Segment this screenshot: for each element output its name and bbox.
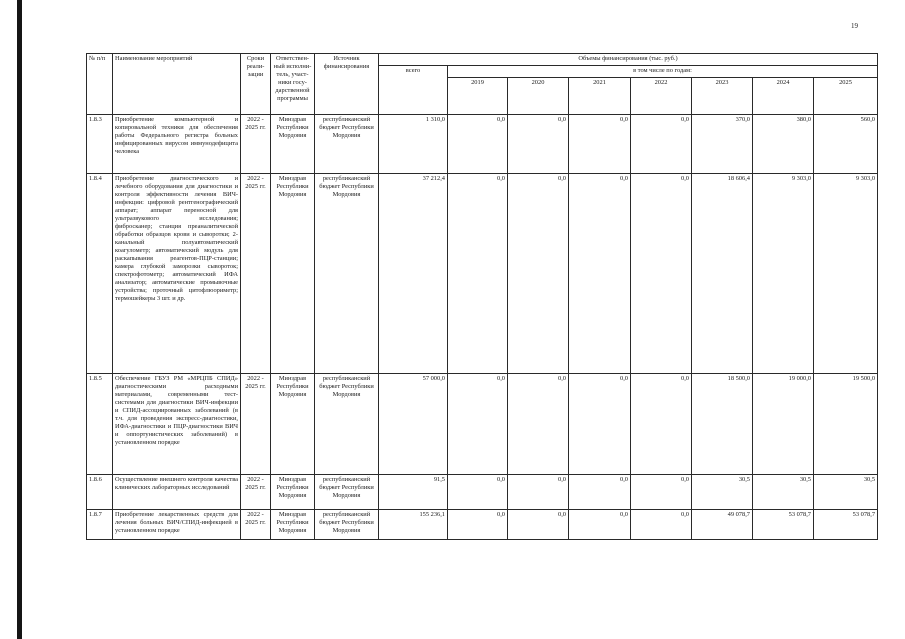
header-name: Наименование мероприятий: [113, 54, 241, 115]
header-total: всего: [379, 66, 448, 115]
financing-table: [86, 53, 878, 540]
header-row: [87, 54, 878, 66]
row-responsible: Минздрав Республики Мордовия: [271, 510, 315, 540]
row-year-value: 18 500,0: [692, 374, 753, 475]
row-year-value: 0,0: [508, 374, 569, 475]
row-year-value: 0,0: [569, 510, 631, 540]
header-year: 2020: [508, 78, 569, 115]
row-year-value: 0,0: [569, 174, 631, 374]
row-deadline: 2022 - 2025 гг.: [241, 174, 271, 374]
row-source: республиканский бюджет Республики Мордовия: [315, 510, 379, 540]
row-deadline: 2022 - 2025 гг.: [241, 475, 271, 510]
table-row: [87, 174, 878, 374]
table-row: [87, 510, 878, 540]
row-year-value: 0,0: [631, 174, 692, 374]
row-total: 91,5: [379, 475, 448, 510]
row-year-value: 380,0: [753, 115, 814, 174]
header-deadlines: Сроки реали-зации: [241, 54, 271, 115]
row-name: Осуществление внешнего контроля качества клинических лабораторных исследований: [113, 475, 241, 510]
row-year-value: 0,0: [631, 374, 692, 475]
row-year-value: 0,0: [631, 475, 692, 510]
row-year-value: 0,0: [508, 475, 569, 510]
row-name: Приобретение лекарственных средств для лечения больных ВИЧ/СПИД-инфекцией в установленном порядке: [113, 510, 241, 540]
row-year-value: 0,0: [631, 115, 692, 174]
row-year-value: 53 078,7: [753, 510, 814, 540]
row-num: 1.8.6: [87, 475, 113, 510]
header-num: № п/п: [87, 54, 113, 115]
row-num: 1.8.4: [87, 174, 113, 374]
row-name: Обеспечение ГБУЗ РМ «МРЦПБ СПИД» диагностическими расходными материалами, современными тест-системами для диагностики ВИЧ-инфекции и СПИД-ассоциированных заболеваний (в т.ч. для проведения экспресс-диагностики, ИФА-диагностики и ПЦР-диагностики ВИЧ и оппортунистических заболеваний) в установленном порядке: [113, 374, 241, 475]
row-year-value: 0,0: [631, 510, 692, 540]
header-responsible: Ответствен-ный исполни-тель, участ-ники госу-дарственной программы: [271, 54, 315, 115]
row-year-value: 0,0: [448, 510, 508, 540]
header-by-years: в том числе по годам:: [448, 66, 878, 78]
table-row: [87, 115, 878, 174]
row-year-value: 30,5: [753, 475, 814, 510]
header-year: 2024: [753, 78, 814, 115]
row-year-value: 0,0: [448, 374, 508, 475]
row-source: республиканский бюджет Республики Мордовия: [315, 174, 379, 374]
row-year-value: 0,0: [569, 115, 631, 174]
header-year: 2023: [692, 78, 753, 115]
row-num: 1.8.7: [87, 510, 113, 540]
row-responsible: Минздрав Республики Мордовия: [271, 115, 315, 174]
row-name: Приобретение компьютерной и копировальной техники для обеспечения работы Федерального регистра больных инфицированных вирусом иммунодефицита человека: [113, 115, 241, 174]
header-volumes: Объемы финансирования (тыс. руб.): [379, 54, 878, 66]
scan-edge-bar: [17, 0, 22, 639]
header-year: 2021: [569, 78, 631, 115]
row-total: 57 000,0: [379, 374, 448, 475]
header-year: 2025: [814, 78, 878, 115]
row-year-value: 19 000,0: [753, 374, 814, 475]
row-year-value: 0,0: [448, 115, 508, 174]
row-year-value: 49 078,7: [692, 510, 753, 540]
row-total: 1 310,0: [379, 115, 448, 174]
row-num: 1.8.5: [87, 374, 113, 475]
row-name: Приобретение диагностического и лечебного оборудования для диагностики и контроля эффективности лечения ВИЧ-инфекции: цифровой рентгенографический аппарат; аппарат переносной для ультразвукового исследования; фибросканер; станция преаналитической обработки образцов крови и сыворотки; 2-канальный полуавтоматический коагулометр; автоматический модуль для раскапывания реагентов-ПЦР-станции; камера глубокой заморозки сывороток; спектрофотометр; автоматический ИФА анализатор; автоматические промывочные устройства; проточный цитофлюориметр; термошейкеры 3 шт. и др.: [113, 174, 241, 374]
row-year-value: 0,0: [508, 174, 569, 374]
page-number: 19: [851, 22, 858, 30]
row-year-value: 560,0: [814, 115, 878, 174]
row-year-value: 30,5: [814, 475, 878, 510]
table-row: [87, 374, 878, 475]
row-year-value: 30,5: [692, 475, 753, 510]
row-year-value: 9 303,0: [753, 174, 814, 374]
row-year-value: 9 303,0: [814, 174, 878, 374]
row-year-value: 0,0: [448, 475, 508, 510]
row-year-value: 0,0: [569, 475, 631, 510]
row-year-value: 19 500,0: [814, 374, 878, 475]
table-row: [87, 475, 878, 510]
header-year: 2019: [448, 78, 508, 115]
row-year-value: 0,0: [569, 374, 631, 475]
row-deadline: 2022 - 2025 гг.: [241, 115, 271, 174]
row-responsible: Минздрав Республики Мордовия: [271, 174, 315, 374]
row-year-value: 53 078,7: [814, 510, 878, 540]
row-num: 1.8.3: [87, 115, 113, 174]
header-year: 2022: [631, 78, 692, 115]
row-responsible: Минздрав Республики Мордовия: [271, 374, 315, 475]
row-responsible: Минздрав Республики Мордовия: [271, 475, 315, 510]
row-year-value: 0,0: [508, 115, 569, 174]
header-source: Источник финансирования: [315, 54, 379, 115]
row-year-value: 370,0: [692, 115, 753, 174]
row-source: республиканский бюджет Республики Мордовия: [315, 115, 379, 174]
row-source: республиканский бюджет Республики Мордовия: [315, 374, 379, 475]
row-year-value: 18 606,4: [692, 174, 753, 374]
row-total: 37 212,4: [379, 174, 448, 374]
row-deadline: 2022 - 2025 гг.: [241, 374, 271, 475]
row-total: 155 236,1: [379, 510, 448, 540]
row-year-value: 0,0: [508, 510, 569, 540]
row-deadline: 2022 - 2025 гг.: [241, 510, 271, 540]
row-year-value: 0,0: [448, 174, 508, 374]
row-source: республиканский бюджет Республики Мордовия: [315, 475, 379, 510]
